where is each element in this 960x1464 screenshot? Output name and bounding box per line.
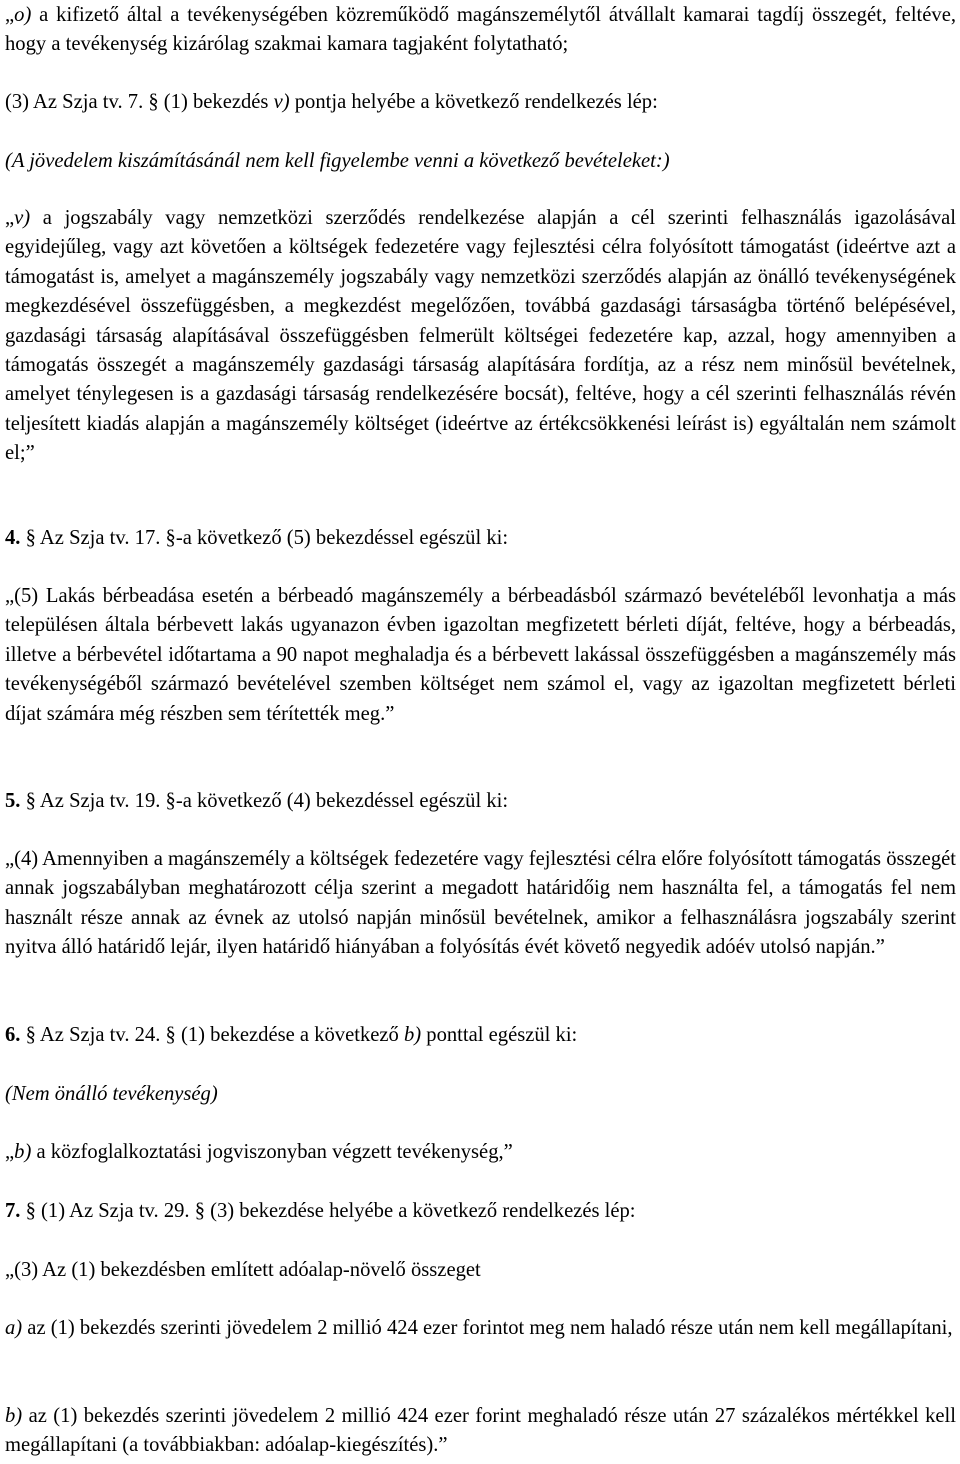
section-number: 6. (5, 1024, 21, 1046)
paragraph-p4: „v) a jogszabály vagy nemzetközi szerződés rendelkezése alapján a cél szerinti felhasználás igazolásával egyidejűleg, vagy azt követően a költségek fedezetére vagy fejlesztési célra folyósított támogatást (ideértve azt a támogatást is, amelyet a magánszemély jogszabály vagy nemzetközi szerződés alapján az önálló tevékenységének megkezdésével összefüggésben, a megkezdést megelőzően, továbbá gazdasági társaságba történő belépésével, gazdasági társaság alapításával összefüggésben felmerült költségei fedezetére kap, azzal, hogy amennyiben a támogatás összegét a magánszemély gazdasági társaság alapítására fordítja, az a rész nem minősül bevételnek, amelyet ténylegesen is a gazdasági társaság rendelkezésére bocsát), feltéve, hogy a cél szerinti felhasználás révén teljesített kiadás alapján a magánszemély költséget (ideértve az értékcsökkenési leírást is) egyáltalán nem számolt el;” (5, 207, 956, 465)
point-letter: b) (5, 1405, 23, 1427)
paragraph-p9: 6. § Az Szja tv. 24. § (1) bekezdése a következő b) ponttal egészül ki: (5, 1024, 578, 1046)
section-number: 7. (5, 1200, 21, 1222)
paragraph-p2: (3) Az Szja tv. 7. § (1) bekezdés v) pontja helyébe a következő rendelkezés lép: (5, 91, 658, 113)
paragraph-p10: (Nem önálló tevékenység) (5, 1083, 218, 1105)
paragraph-p5: 4. § Az Szja tv. 17. §-a következő (5) bekezdéssel egészül ki: (5, 527, 509, 549)
point-letter: v) (273, 91, 290, 113)
point-letter: v) (14, 207, 31, 229)
paragraph-p12: 7. § (1) Az Szja tv. 29. § (3) bekezdése helyébe a következő rendelkezés lép: (5, 1200, 636, 1222)
paragraph-p6: „(5) Lakás bérbeadása esetén a bérbeadó magánszemély a bérbeadásból származó bevételéből levonhatja a más településen általa bérbevett lakás ugyanazon évben igazoltan megfizetett bérleti díját, feltéve, hogy a bérbeadás, illetve a bérbevétel időtartama a 90 napot meghaladja és a bérbevett lakással összefüggésben a magánszemély más tevékenységéből származó bevételével szemben költséget nem számol el, vagy az igazoltan megfizetett bérleti díjat számára még részben sem térítették meg.” (5, 585, 956, 725)
point-letter: b) (403, 1024, 422, 1046)
paragraph-p11: „b) a közfoglalkoztatási jogviszonyban végzett tevékenység,” (5, 1141, 513, 1163)
point-letter: a) (5, 1317, 23, 1339)
section-number: 5. (5, 790, 21, 812)
section-number: 4. (5, 527, 21, 549)
point-letter: o) (14, 4, 32, 26)
point-letter: b) (14, 1141, 32, 1163)
paragraph-p13: „(3) Az (1) bekezdésben említett adóalap-növelő összeget (5, 1259, 481, 1281)
paragraph-p1: „o) a kifizető által a tevékenységében közreműködő magánszemélytől átvállalt kamarai tagdíj összegét, feltéve, hogy a tevékenység kizárólag szakmai kamara tagjaként folytatható; (5, 4, 956, 56)
paragraph-p3: (A jövedelem kiszámításánál nem kell figyelembe venni a következő bevételeket:) (5, 150, 670, 172)
paragraph-p15: b) az (1) bekezdés szerinti jövedelem 2 millió 424 ezer forint meghaladó része után 27 százalékos mértékkel kell megállapítani (a továbbiakban: adóalap-kiegészítés).” (5, 1405, 956, 1457)
paragraph-p8: „(4) Amennyiben a magánszemély a költségek fedezetére vagy fejlesztési célra előre folyósított támogatás összegét annak jogszabályban meghatározott célja szerint a megadott határidőig nem használta fel, a támogatás fel nem használt része annak az évnek az utolsó napján minősül bevételnek, amikor a felhasználásra jogszabály szerint nyitva álló határidő lejár, ilyen határidő hiányában a folyósítás évét követő negyedik adóév utolsó napján.” (5, 848, 956, 959)
paragraph-p14: a) az (1) bekezdés szerinti jövedelem 2 millió 424 ezer forintot meg nem haladó része után nem kell megállapítani, (5, 1317, 953, 1339)
paragraph-p7: 5. § Az Szja tv. 19. §-a következő (4) bekezdéssel egészül ki: (5, 790, 509, 812)
